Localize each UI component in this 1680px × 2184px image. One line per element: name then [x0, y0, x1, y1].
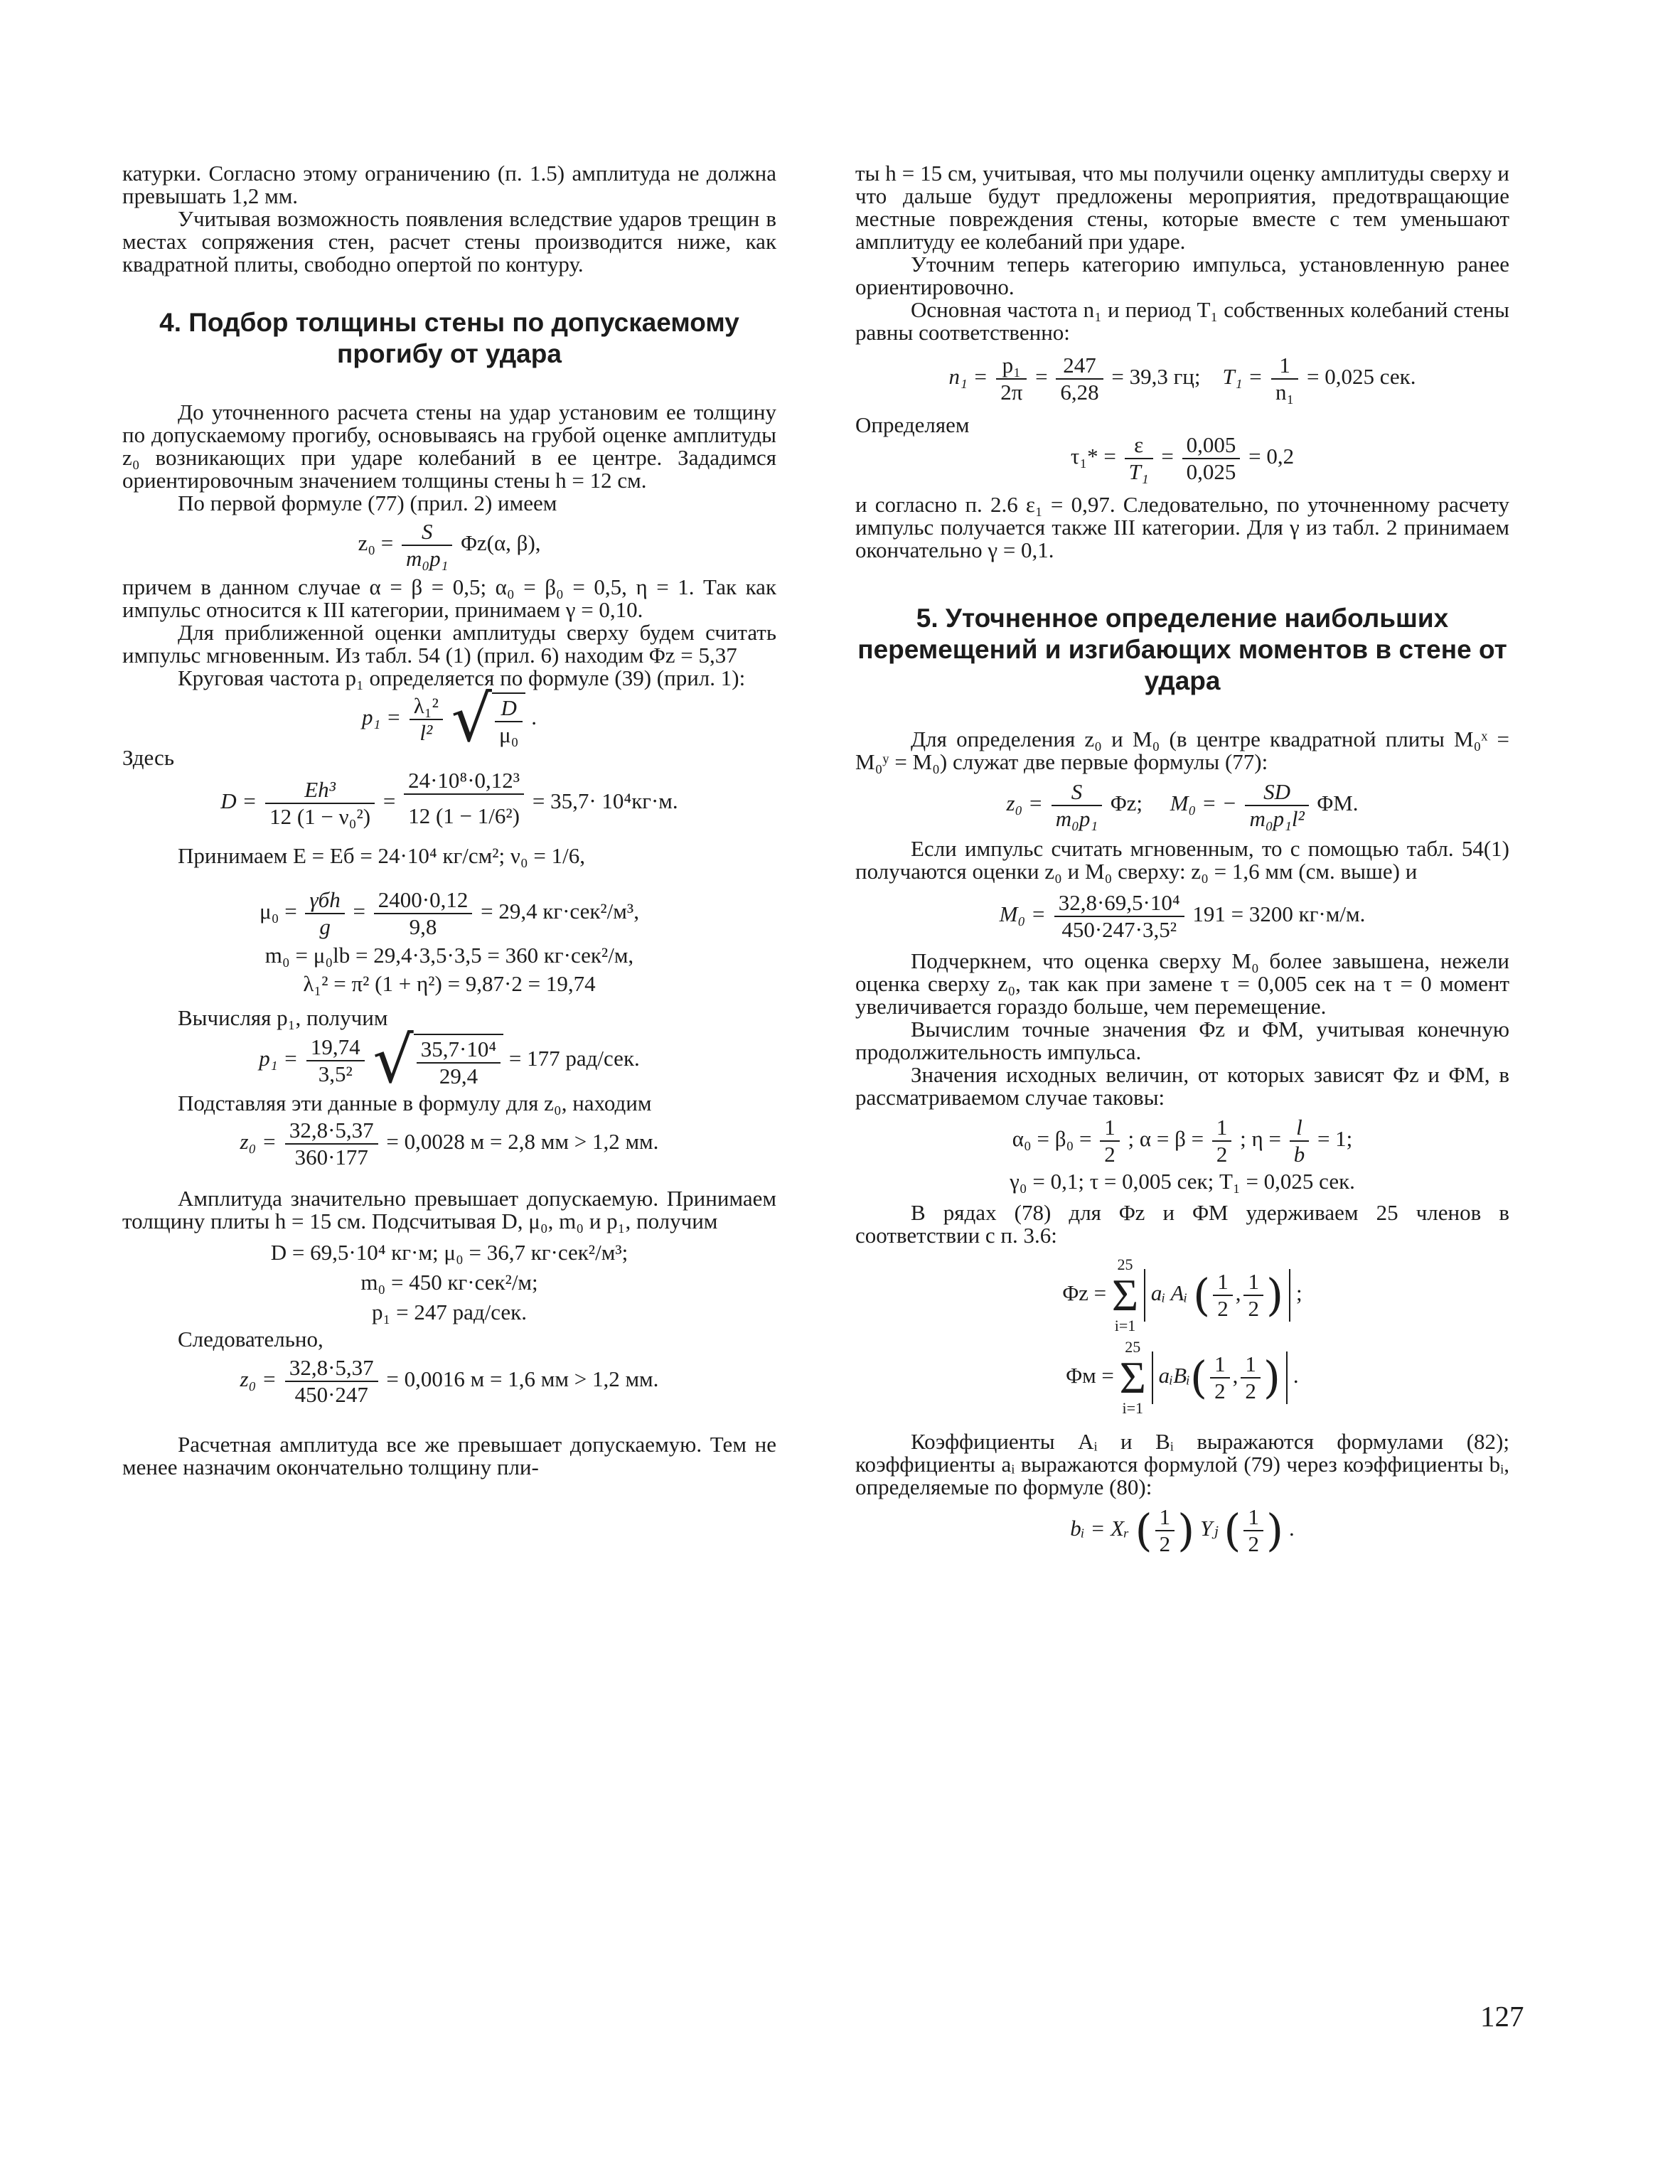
sum-lower: i=1 — [1122, 1399, 1144, 1417]
section-heading-5: 5. Уточненное определение наибольших перемещений и изгибающих моментов в стене от удара — [857, 604, 1507, 695]
eq-text: . — [1293, 1363, 1299, 1388]
paragraph: Вычислим точные значения Φz и ΦM, учитывая конечную продолжительность импульса. — [855, 1017, 1509, 1064]
numerator: 24·10⁸·0,12³ — [404, 769, 524, 795]
equation-values: γ₀ = 0,1; τ = 0,005 сек; T₁ = 0,025 сек. — [1010, 1169, 1355, 1194]
eq-text: 191 = 3200 кг·м/м. — [1192, 901, 1366, 927]
numerator: 0,005 — [1182, 434, 1241, 459]
paragraph: Здесь — [122, 745, 174, 770]
eq-text: Yⱼ — [1200, 1516, 1219, 1541]
numerator: 1 — [1271, 354, 1298, 380]
denominator: 12 (1 − ν₀²) — [269, 804, 371, 829]
paragraph: Принимаем E = Eб = 24·10⁴ кг/см²; ν₀ = 1/6, — [178, 843, 586, 868]
numerator: 32,8·5,37 — [285, 1119, 378, 1145]
equation-phi-z — [855, 1256, 1509, 1335]
denominator: 0,025 — [1186, 459, 1236, 484]
eq-text: . — [531, 705, 537, 730]
numerator: 35,7·10⁴ — [417, 1038, 501, 1064]
denominator: 2 — [1159, 1531, 1171, 1556]
page-number: 127 — [1480, 2000, 1524, 2033]
sum-symbol: Σ — [1119, 1352, 1146, 1403]
numerator: S — [402, 520, 452, 546]
paragraph: Уточним теперь категорию импульса, установленную ранее ориентировочно. — [855, 252, 1509, 299]
fraction — [1271, 354, 1298, 404]
fraction — [1155, 1506, 1175, 1556]
sum-upper: 25 — [1125, 1338, 1141, 1356]
equation-b: bᵢ = Xᵣ ( $\frac{1}{2}$ ) Yⱼ ( $\frac{1}{2}$ ) . — [1070, 1504, 1295, 1556]
denominator: T₁ — [1128, 459, 1149, 484]
numerator: 2400·0,12 — [374, 889, 473, 914]
paragraph: Значения исходных величин, от которых зависят Φz и ΦM, в рассматриваемом случае таковы: — [855, 1062, 1509, 1110]
numerator: Eh³ — [265, 778, 375, 804]
equation-D2: D = 69,5·10⁴ кг·м; μ₀ = 36,7 кг·сек²/м³; — [270, 1240, 628, 1265]
denominator: 29,4 — [439, 1064, 478, 1088]
absolute-value: aᵢ Aᵢ ( $\frac{1}{2}$ , $\frac{1}{2}$ ) — [1144, 1269, 1290, 1322]
numerator: ε — [1125, 434, 1153, 459]
eq-text: ; η = — [1240, 1126, 1281, 1152]
square-root: √ $\frac{\text{35,7·10⁴}}{29,4}$ — [373, 1034, 503, 1088]
denominator: 2π — [1000, 380, 1023, 405]
eq-text: μ₀ = — [260, 899, 297, 924]
fraction — [305, 889, 344, 938]
equation-z0-M0 — [855, 781, 1509, 830]
eq-text: aᵢ Aᵢ — [1150, 1280, 1188, 1306]
sum-lower: i=1 — [1114, 1317, 1136, 1334]
denominator: l² — [419, 720, 433, 745]
numerator: SD — [1245, 781, 1308, 806]
fraction — [402, 520, 452, 570]
eq-text: T₁ = — [1222, 364, 1263, 390]
denominator: 2 — [1214, 1379, 1226, 1403]
paragraph: По первой формуле (77) (прил. 2) имеем — [178, 491, 557, 515]
equation-m02: m₀ = 450 кг·сек²/м; — [360, 1270, 538, 1295]
absolute-value: aᵢBᵢ( $\frac{1}{2}$ , $\frac{1}{2}$ ) — [1152, 1351, 1288, 1404]
paragraph: Для приближенной оценки амплитуды сверху будем считать импульс мгновенным. Из табл. 54 (1) (прил. 6) находим Φz = 5,37 — [122, 620, 776, 668]
paragraph: Учитывая возможность появления вследствие ударов трещин в местах сопряжения стен, расчет стены производится ниже, как квадратной плиты, свободно опертой по контуру. — [122, 206, 776, 277]
eq-text: = 35,7· 10⁴кг·м. — [532, 788, 678, 814]
eq-text: ΦM. — [1317, 791, 1359, 816]
sum-symbol: Σ — [1111, 1270, 1139, 1320]
section-heading-4: 4. Подбор толщины стены по допускаемому прогибу от удара — [159, 308, 739, 368]
equation-p1-value — [122, 1023, 776, 1098]
left-column — [122, 162, 776, 1479]
numerator: 19,74 — [306, 1036, 365, 1061]
eq-text: = 0,025 сек. — [1307, 364, 1416, 390]
square-root: √ $\frac{D}{\text{μ₀}}$ — [451, 692, 526, 746]
fraction — [404, 769, 524, 837]
eq-text: p₁ = — [362, 705, 401, 730]
paragraph: Следовательно, — [178, 1327, 323, 1351]
fraction — [285, 1356, 378, 1406]
equation-lambda: λ₁² = π² (1 + η²) = 9,87·2 = 19,74 — [303, 971, 596, 996]
numerator: 1 — [1241, 1353, 1261, 1379]
equation-p1 — [122, 682, 776, 756]
eq-text: p₁ = — [259, 1046, 299, 1071]
paragraph: Расчетная амплитуда все же превышает допускаемую. Тем не менее назначим окончательно толщину пли- — [122, 1432, 776, 1479]
fraction — [1212, 1116, 1232, 1166]
numerator: 32,8·5,37 — [285, 1356, 378, 1382]
denominator: 9,8 — [409, 914, 437, 939]
denominator: 360·177 — [294, 1145, 368, 1169]
equation-p12: p₁ = 247 рад/сек. — [372, 1300, 527, 1324]
eq-text: z₀ = — [240, 1129, 277, 1155]
eq-text: = 177 рад/сек. — [508, 1046, 640, 1071]
paragraph: До уточненного расчета стены на удар установим ее толщину по допускаемому прогибу, основываясь на грубой оценке амплитуды z₀ возникающих при ударе колебаний в ее центре. Зададимся ориентировочным значением толщины стены h = 12 см. — [122, 400, 776, 493]
eq-text: M₀ = − — [1170, 791, 1237, 816]
numerator: S — [1052, 781, 1102, 806]
eq-text: = 0,0016 м = 1,6 мм > 1,2 мм. — [386, 1366, 659, 1392]
eq-text: D = — [220, 788, 257, 814]
equation-z0 — [122, 520, 776, 570]
paragraph: Коэффициенты Aᵢ и Bᵢ выражаются формулами (82); коэффициенты aᵢ выражаются формулой (79) через коэффициенты bᵢ, определяемые по формуле (80): — [855, 1429, 1509, 1499]
fraction — [1290, 1116, 1310, 1166]
denominator: n₁ — [1275, 380, 1295, 405]
fraction — [1100, 1116, 1120, 1166]
paragraph: Если импульс считать мгновенным, то с помощью табл. 54(1) получаются оценки z₀ и M₀ сверху: z₀ = 1,6 мм (см. выше) и — [855, 836, 1509, 884]
fraction — [1182, 434, 1241, 483]
eq-text: = 0,0028 м = 2,8 мм > 1,2 мм. — [386, 1129, 659, 1155]
denominator: b — [1293, 1142, 1305, 1167]
paragraph: Определяем — [855, 412, 970, 437]
eq-text: = 1; — [1317, 1126, 1353, 1152]
sum-sign — [1120, 1338, 1146, 1418]
denominator: 2 — [1217, 1296, 1229, 1321]
equation-tau — [855, 434, 1509, 483]
paragraph: причем в данном случае α = β = 0,5; α₀ = β₀ = 0,5, η = 1. Так как импульс относится к III категории, принимаем γ = 0,10. — [122, 574, 776, 622]
equation-z0-second — [122, 1356, 776, 1406]
fraction — [306, 1036, 365, 1086]
fraction — [410, 695, 443, 744]
numerator: 1 — [1155, 1506, 1175, 1531]
denominator: 450·247 — [294, 1382, 368, 1407]
numerator: λ₁² — [410, 695, 443, 720]
sum-upper: 25 — [1117, 1256, 1133, 1273]
paragraph: Круговая частота p₁ определяется по формуле (39) (прил. 1): — [178, 665, 746, 690]
eq-text: α₀ = β₀ = — [1012, 1126, 1092, 1152]
numerator: 1 — [1243, 1506, 1263, 1531]
equation-mu0 — [122, 889, 776, 938]
sum-sign — [1112, 1256, 1138, 1335]
paragraph: Подставляя эти данные в формулу для z₀, находим — [178, 1091, 652, 1115]
eq-text: = 39,3 гц; — [1111, 364, 1201, 390]
eq-text: τ₁* = — [1070, 444, 1116, 469]
eq-text: Φz = — [1062, 1280, 1107, 1306]
denominator: 2 — [1216, 1142, 1228, 1167]
eq-text: Φм = — [1066, 1363, 1114, 1388]
denominator: g — [319, 914, 331, 939]
equation-z0-first — [122, 1119, 776, 1169]
paragraph: Для определения z₀ и M₀ (в центре квадратной плиты M₀ˣ = M₀ʸ = M₀) служат две первые формулы (77): — [855, 727, 1509, 774]
denominator: 12 (1 − 1/6²) — [408, 803, 520, 828]
paragraph: катурки. Согласно этому ограничению (п. 1.5) амплитуда не должна превышать 1,2 мм. — [122, 161, 776, 208]
paragraph: В рядах (78) для Φz и ΦM удерживаем 25 членов в соответствии с п. 3.6: — [855, 1200, 1509, 1248]
fraction — [1056, 354, 1103, 404]
denominator: m₀p₁ — [1055, 806, 1098, 831]
fraction — [1054, 892, 1184, 941]
fraction — [1125, 434, 1153, 483]
eq-text: aᵢBᵢ — [1158, 1363, 1190, 1388]
equation-m0: m₀ = μ₀lb = 29,4·3,5·3,5 = 360 кг·сек²/м, — [264, 943, 634, 968]
denominator: 3,5² — [318, 1061, 353, 1086]
eq-text: = — [1035, 364, 1048, 390]
fraction — [1052, 781, 1102, 830]
denominator: 2 — [1104, 1142, 1115, 1167]
fraction — [285, 1119, 378, 1169]
numerator: p₁ — [996, 354, 1027, 380]
paragraph: Вычисляя p₁, получим — [178, 1005, 388, 1030]
eq-text: bᵢ = Xᵣ — [1070, 1516, 1130, 1541]
equation-n1-T1 — [855, 354, 1509, 404]
eq-text: z₀ = — [358, 530, 394, 556]
eq-text: = 0,2 — [1248, 444, 1295, 469]
eq-text: ; — [1295, 1280, 1302, 1306]
paragraph: ты h = 15 см, учитывая, что мы получили оценку амплитуды сверху и что дальше будут предложены мероприятия, предотвращающие местные повреждения стены, которые вместе с тем уменьшают амплитуду ее колебаний при ударе. — [855, 161, 1509, 254]
paragraph: Амплитуда значительно превышает допускаемую. Принимаем толщину плиты h = 15 см. Подсчитывая D, μ₀, m₀ и p₁, получим — [122, 1186, 776, 1233]
fraction — [996, 354, 1027, 404]
eq-text: z₀ = — [1006, 791, 1043, 816]
equation-M0-value — [855, 892, 1509, 941]
denominator: 2 — [1245, 1379, 1256, 1403]
eq-text: = — [382, 788, 396, 814]
eq-text: . — [1288, 1516, 1295, 1541]
eq-text: = — [1161, 444, 1174, 469]
eq-text: = — [353, 899, 366, 924]
paragraph: и согласно п. 2.6 ε₁ = 0,97. Следовательно, по уточненному расчету импульс получается также III категории. Для γ из табл. 2 принимаем окончательно γ = 0,1. — [855, 492, 1509, 562]
denominator: 6,28 — [1060, 380, 1099, 405]
numerator: 1 — [1243, 1270, 1263, 1296]
equation-params — [855, 1116, 1509, 1166]
numerator: 1 — [1100, 1116, 1120, 1142]
numerator: 1 — [1213, 1270, 1233, 1296]
eq-text: ; α = β = — [1128, 1126, 1204, 1152]
numerator: γбh — [305, 889, 344, 914]
numerator: 1 — [1212, 1116, 1232, 1142]
right-column — [855, 162, 1509, 1556]
numerator: 1 — [1210, 1353, 1230, 1379]
eq-text: z₀ = — [240, 1366, 277, 1392]
fraction — [1245, 781, 1308, 830]
eq-text: = 29,4 кг·сек²/м³, — [481, 899, 639, 924]
numerator: 247 — [1056, 354, 1103, 380]
numerator: 32,8·69,5·10⁴ — [1054, 892, 1184, 917]
denominator: m₀p₁l² — [1249, 806, 1305, 831]
eq-text: Φz; — [1110, 791, 1143, 816]
paragraph: Подчеркнем, что оценка сверху M₀ более завышена, нежели оценка сверху z₀, так как при замене τ = 0,005 сек на τ = 0 момент увеличивается гораздо больше, чем перемещение. — [855, 948, 1509, 1019]
equation-D — [122, 769, 776, 837]
denominator: μ₀ — [499, 722, 519, 747]
fraction — [374, 889, 473, 938]
numerator: l — [1290, 1116, 1310, 1142]
paragraph: Основная частота n₁ и период T₁ собственных колебаний стены равны соответственно: — [855, 297, 1509, 345]
fraction — [265, 778, 375, 828]
fraction — [1243, 1506, 1263, 1556]
eq-text: n₁ = — [948, 364, 988, 390]
numerator: D — [495, 697, 523, 722]
denominator: 450·247·3,5² — [1061, 917, 1177, 942]
equation-phi-m — [855, 1338, 1509, 1418]
eq-text: M₀ = — [999, 901, 1046, 927]
denominator: 2 — [1248, 1531, 1259, 1556]
eq-text: Φz(α, β), — [461, 530, 541, 556]
denominator: 2 — [1248, 1296, 1259, 1321]
denominator: m₀p₁ — [406, 546, 449, 571]
